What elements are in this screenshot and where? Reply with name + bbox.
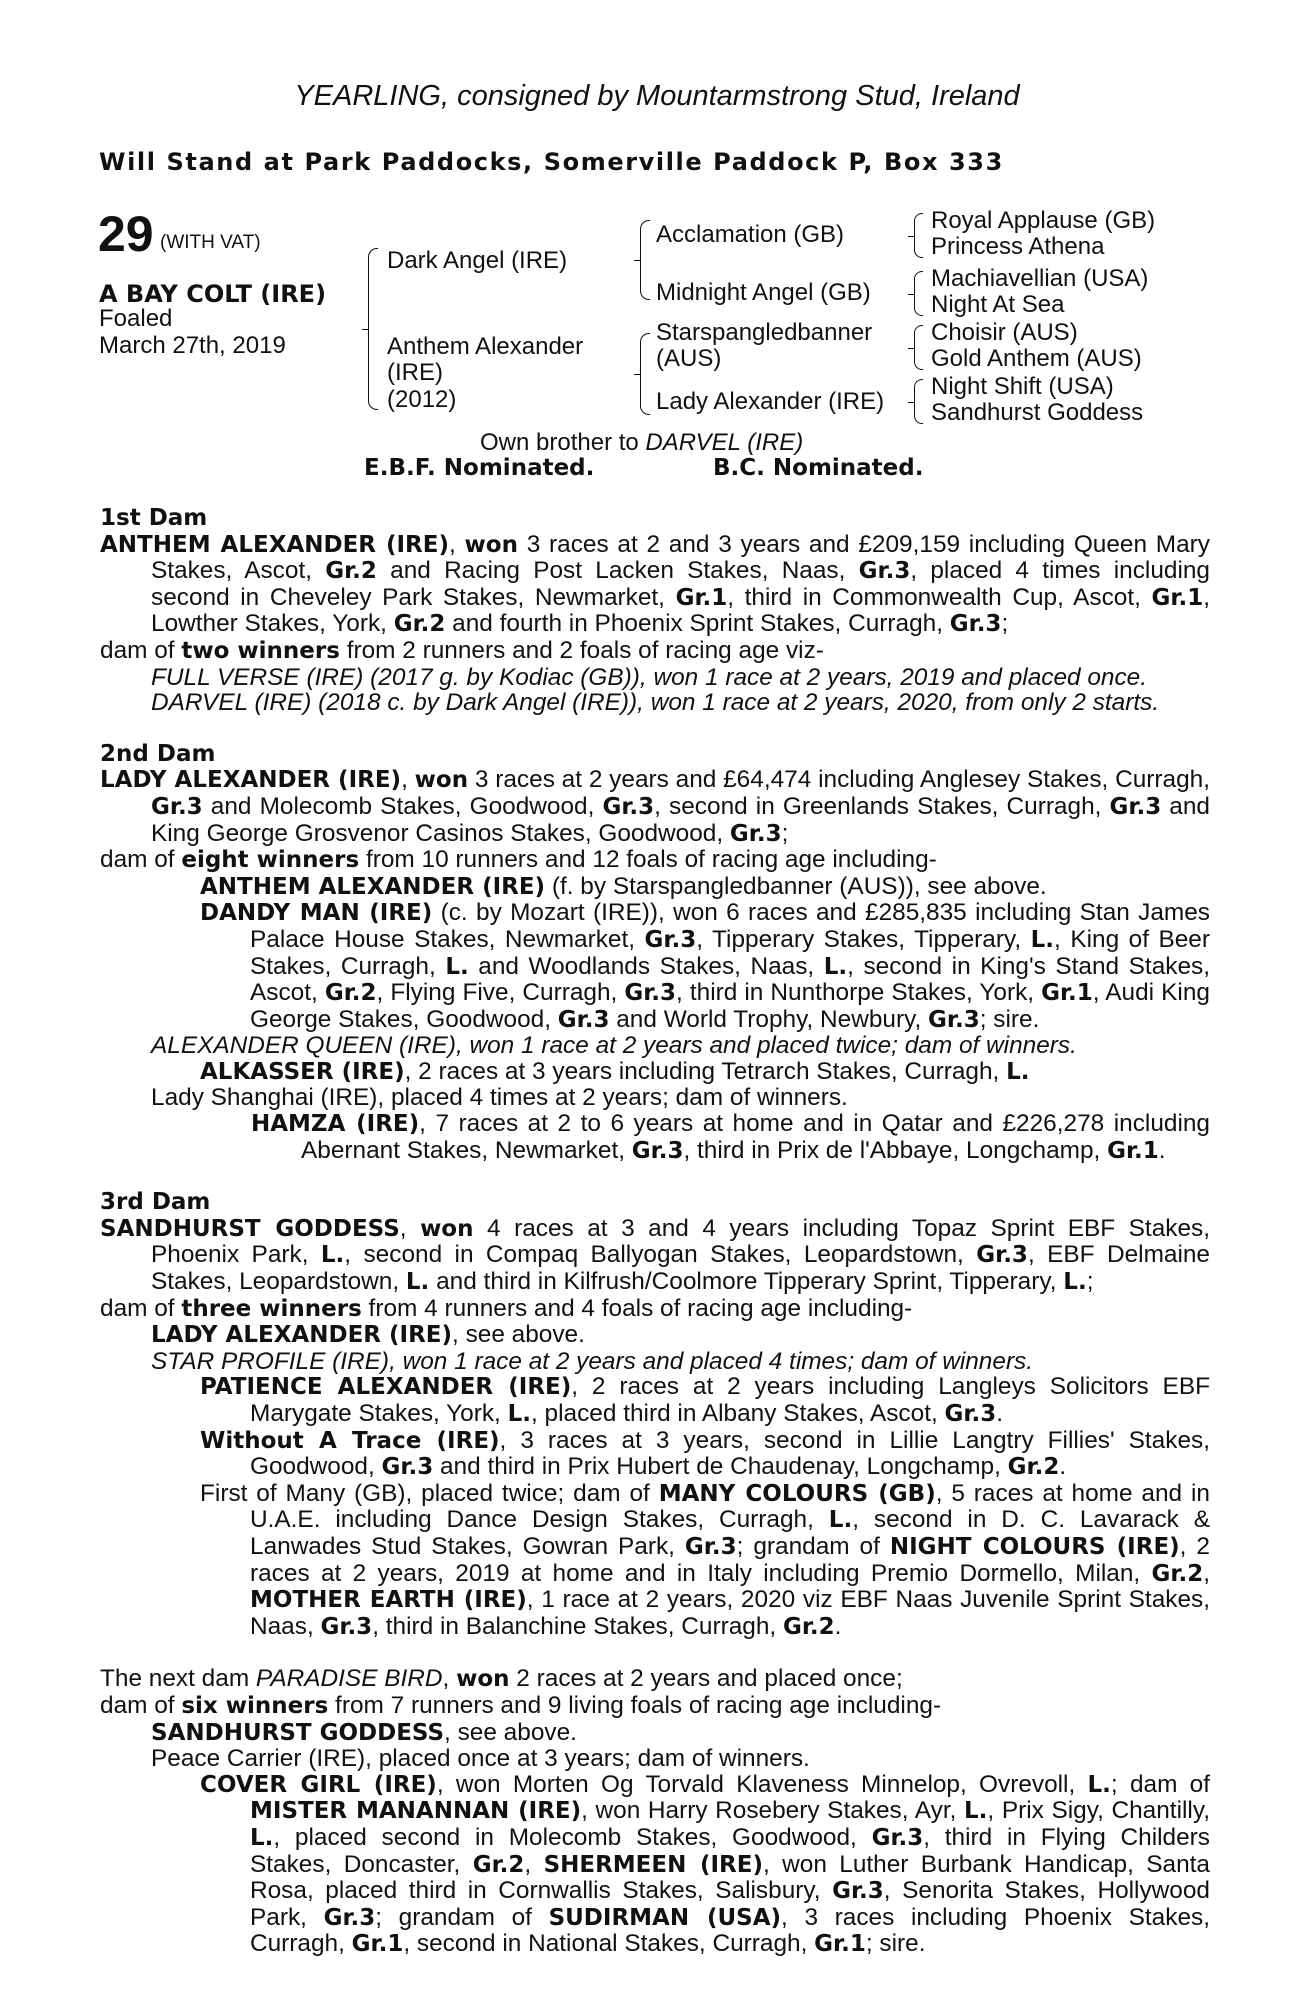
second-dam-foal-dandy-man: DANDY MAN (IRE) (c. by Mozart (IRE)), won 6 races and £285,835 including Stan James Palace House Stakes, Newmarket, Gr.3, Tipperary Stakes, Tipperary, L., King of Beer Stakes, Curragh, L. and Woodlands Stakes, Naas, L., second in King's Stand Stakes, Ascot, Gr.2, Flying Five, Curragh, Gr.3, third in Nunthorpe Stakes, York, Gr.1, Audi King George Stakes, Goodwood, Gr.3 and World Trophy, Newbury, Gr.3; sire.	[200, 899, 1211, 1033]
next-dam-record: The next dam PARADISE BIRD, won 2 races at 2 years and placed once;	[100, 1665, 903, 1693]
vat-note: (WITH VAT)	[160, 232, 261, 253]
pedigree-dam-line2: (IRE)	[387, 359, 443, 386]
pedigree-brace-dd	[914, 379, 923, 424]
pedigree-brace-sd	[914, 271, 923, 316]
third-dam-grandfoal-first-of-many: First of Many (GB), placed twice; dam of MANY COLOURS (GB), 5 races at home and in U.A.E. including Dance Design Stakes, Curragh, L., second in D. C. Lavarack & Lanwades Stud Stakes, Gowran Park, Gr.3; grandam of NIGHT COLOURS (IRE), 2 races at 2 years, 2019 at home and in Italy including Premio Dormello, Milan, Gr.2, MOTHER EARTH (IRE), 1 race at 2 years, 2020 viz EBF Naas Juvenile Sprint Stakes, Naas, Gr.3, third in Balanchine Stakes, Curragh, Gr.2.	[200, 1479, 1210, 1640]
next-dam-grandfoal-cover-girl: COVER GIRL (IRE), won Morten Og Torvald Klaveness Minnelop, Ovrevoll, L.; dam of MISTER MANANNAN (IRE), won Harry Rosebery Stakes, Ayr, L., Prix Sigy, Chantilly, L., placed second in Molecomb Stakes, Goodwood, Gr.3, third in Flying Childers Stakes, Doncaster, Gr.2, SHERMEEN (IRE), won Luther Burbank Handicap, Santa Rosa, placed third in Cornwallis Stakes, Salisbury, Gr.3, Senorita Stakes, Hollywood Park, Gr.3; grandam of SUDIRMAN (USA), 3 races including Phoenix Stakes, Curragh, Gr.1, second in National Stakes, Curragh, Gr.1; sire.	[200, 1770, 1211, 1958]
pedigree-sdd: Night At Sea	[931, 291, 1065, 318]
first-dam-heading: 1st Dam	[100, 505, 208, 531]
first-dam-foal-2: DARVEL (IRE) (2018 c. by Dark Angel (IRE)), won 1 race at 2 years, 2020, from only 2 starts.	[151, 689, 1160, 717]
lot-number: 29	[98, 206, 154, 262]
stand-location: Will Stand at Park Paddocks, Somerville Paddock P, Box 333	[99, 148, 1004, 176]
second-dam-record: LADY ALEXANDER (IRE), won 3 races at 2 years and £64,474 including Anglesey Stakes, Curragh, Gr.3 and Molecomb Stakes, Goodwood, Gr.3, second in Greenlands Stakes, Curragh, Gr.3 and King George Grosvenor Casinos Stakes, Goodwood, Gr.3;	[100, 766, 1210, 847]
bc-nominated: B.C. Nominated.	[713, 455, 924, 481]
horse-name-bold: ANTHEM ALEXANDER (IRE)	[100, 531, 449, 558]
second-dam-foal-anthem: ANTHEM ALEXANDER (IRE) (f. by Starspangledbanner (AUS)), see above.	[200, 872, 1047, 900]
pedigree-dam-dam: Lady Alexander (IRE)	[656, 388, 885, 415]
next-dam-foal-sandhurst: SANDHURST GODDESS, see above.	[151, 1718, 577, 1746]
next-dam-foal-peace-carrier: Peace Carrier (IRE), placed once at 3 years; dam of winners.	[151, 1745, 810, 1773]
second-dam-heading: 2nd Dam	[100, 740, 216, 767]
third-dam-produce-summary: dam of three winners from 4 runners and 4 foals of racing age including-	[100, 1294, 913, 1322]
pedigree-dsd: Gold Anthem (AUS)	[931, 345, 1142, 372]
pedigree-sire-dam: Midnight Angel (GB)	[656, 279, 871, 306]
own-brother-line	[480, 430, 803, 456]
own-brother-horse: DARVEL (IRE)	[645, 429, 804, 456]
pedigree-sds: Machiavellian (USA)	[931, 265, 1149, 292]
third-dam-foal-lady-alexander: LADY ALEXANDER (IRE), see above.	[151, 1321, 585, 1349]
horse-name: A BAY COLT (IRE)	[99, 280, 327, 308]
pedigree-notes	[100, 506, 1210, 1958]
pedigree-sire-sire: Acclamation (GB)	[656, 221, 845, 248]
pedigree-sss: Royal Applause (GB)	[931, 207, 1156, 234]
pedigree-ddd: Sandhurst Goddess	[931, 399, 1144, 426]
second-dam-produce-summary: dam of eight winners from 10 runners and 12 foals of racing age including-	[100, 846, 937, 874]
pedigree-dam-line1: Anthem Alexander	[387, 333, 584, 360]
pedigree-dam-sire-line2: (AUS)	[656, 345, 722, 372]
pedigree-brace-ds	[914, 325, 923, 370]
pedigree-brace-ss	[914, 213, 923, 258]
ebf-nominated: E.B.F. Nominated.	[364, 455, 595, 481]
pedigree-dss: Choisir (AUS)	[931, 319, 1078, 346]
pedigree-dam-line3: (2012)	[387, 386, 457, 413]
pedigree-brace-dam	[640, 333, 650, 415]
third-dam-grandfoal-without-a-trace: Without A Trace (IRE), 3 races at 3 years, second in Lillie Langtry Fillies' Stakes, Goodwood, Gr.3 and third in Prix Hubert de Chaudenay, Longchamp, Gr.2.	[200, 1426, 1210, 1481]
second-dam-foal-alexander-queen: ALEXANDER QUEEN (IRE), won 1 race at 2 years and placed twice; dam of winners.	[151, 1032, 1077, 1060]
second-dam-foal-lady-shanghai: Lady Shanghai (IRE), placed 4 times at 2 years; dam of winners.	[151, 1084, 848, 1112]
consignment-line: YEARLING, consigned by Mountarmstrong Stud, Ireland	[294, 80, 1020, 112]
second-dam-grandfoal-alkasser: ALKASSER (IRE), 2 races at 3 years including Tetrarch Stakes, Curragh, L.	[200, 1057, 1030, 1085]
won-bold: won	[464, 531, 518, 558]
next-dam-produce-summary: dam of six winners from 7 runners and 9 living foals of racing age including-	[100, 1691, 942, 1719]
own-brother-prefix: Own brother to	[480, 429, 646, 456]
pedigree-dds: Night Shift (USA)	[931, 373, 1114, 400]
first-dam-foal-1: FULL VERSE (IRE) (2017 g. by Kodiac (GB)), won 1 race at 2 years, 2019 and placed once.	[151, 663, 1148, 691]
first-dam-record: ANTHEM ALEXANDER (IRE), won 3 races at 2 and 3 years and £209,159 including Queen Mary Stakes, Ascot, Gr.2 and Racing Post Lacken Stakes, Naas, Gr.3, placed 4 times including second in Cheveley Park Stakes, Newmarket, Gr.1, third in Commonwealth Cup, Ascot, Gr.1, Lowther Stakes, York, Gr.2 and fourth in Phoenix Sprint Stakes, Curragh, Gr.3;	[100, 530, 1210, 638]
third-dam-heading: 3rd Dam	[100, 1189, 211, 1216]
pedigree-brace-main	[368, 248, 378, 410]
third-dam-grandfoal-patience: PATIENCE ALEXANDER (IRE), 2 races at 2 years including Langleys Solicitors EBF Marygate Stakes, York, L., placed third in Albany Stakes, Ascot, Gr.3.	[200, 1373, 1210, 1427]
third-dam-foal-star-profile: STAR PROFILE (IRE), won 1 race at 2 years and placed 4 times; dam of winners.	[151, 1347, 1034, 1375]
pedigree-ssd: Princess Athena	[931, 233, 1105, 260]
foaled-date: March 27th, 2019	[99, 332, 286, 359]
pedigree-dam-sire-line1: Starspangledbanner	[656, 319, 873, 346]
first-dam-produce-summary: dam of two winners from 2 runners and 2 foals of racing age viz-	[100, 636, 824, 664]
pedigree-brace-sire	[640, 220, 650, 300]
third-dam-record: SANDHURST GODDESS, won 4 races at 3 and 4 years including Topaz Sprint EBF Stakes, Phoenix Park, L., second in Compaq Ballyogan Stakes, Leopardstown, Gr.3, EBF Delmaine Stakes, Leopardstown, L. and third in Kilfrush/Coolmore Tipperary Sprint, Tipperary, L.;	[100, 1214, 1211, 1296]
second-dam-grandfoal-hamza: HAMZA (IRE), 7 races at 2 to 6 years at home and in Qatar and £226,278 including Abernant Stakes, Newmarket, Gr.3, third in Prix de l'Abbaye, Longchamp, Gr.1.	[251, 1110, 1210, 1164]
foaled-label: Foaled	[99, 305, 173, 332]
pedigree-sire: Dark Angel (IRE)	[387, 247, 568, 274]
